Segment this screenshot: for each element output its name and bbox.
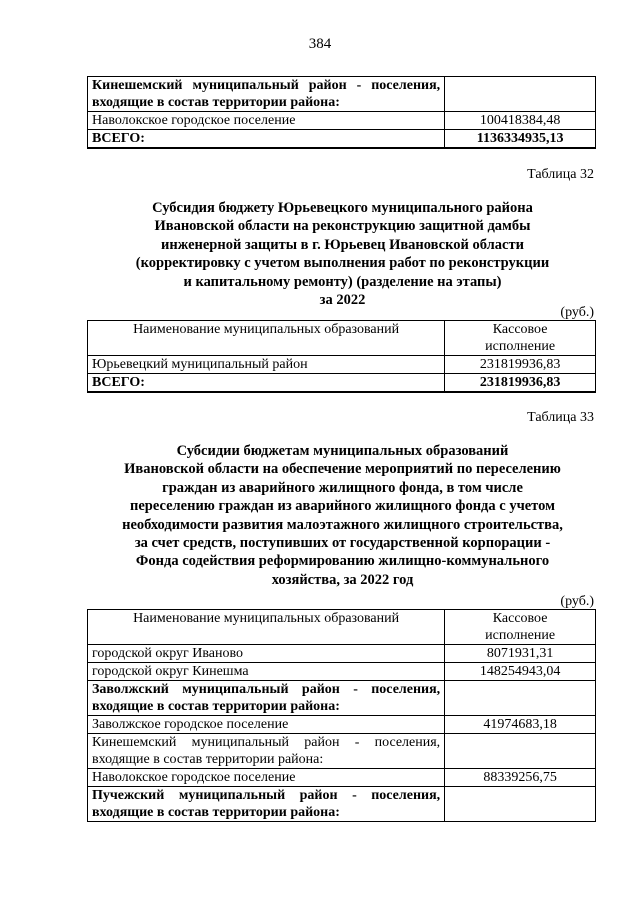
header-line: исполнение [485, 628, 556, 643]
row-value: 88339256,75 [445, 769, 596, 787]
page-number: 384 [308, 36, 332, 52]
header-line: исполнение [485, 339, 556, 354]
table32-label: Таблица 32 [527, 167, 594, 182]
title-line: Субсидия бюджету Юрьевецкого муниципального района [152, 200, 533, 216]
table-row-group [88, 787, 596, 822]
table32-unit: (руб.) [560, 305, 594, 320]
row-name: ВСЕГО: [88, 374, 445, 393]
row-value: 100418384,48 [445, 112, 596, 130]
table-row [88, 77, 596, 112]
header-col-name: Наименование муниципальных образований [88, 610, 445, 645]
row-value [445, 734, 596, 769]
row-name [88, 681, 445, 716]
title-line: (корректировку с учетом выполнения работ по реконструкции [135, 255, 550, 272]
row-value: 8071931,31 [445, 645, 596, 663]
table-row-total [88, 130, 596, 149]
row-name [88, 77, 445, 112]
row-value: 231819936,83 [445, 356, 596, 374]
header-col-value [445, 610, 596, 645]
table-row [88, 645, 596, 663]
row-name-line: Кинешемский муниципальный район - поселения, [92, 735, 441, 750]
title-line: и капитальному ремонту) (разделение на этапы) [183, 273, 502, 290]
row-name: городской округ Кинешма [88, 663, 445, 681]
title-line: граждан из аварийного жилищного фонда, в том числе [162, 479, 523, 496]
table33 [87, 609, 596, 822]
table-row [88, 716, 596, 734]
row-name-line: входящие в состав территории района: [92, 699, 340, 714]
title-line: Ивановской области на обеспечение мероприятий по переселению [124, 461, 561, 478]
table-row [88, 663, 596, 681]
row-name [88, 734, 445, 769]
row-value [445, 681, 596, 716]
title-line: переселению граждан из аварийного жилищного фонда с учетом [130, 498, 555, 515]
row-name: Наволокское городское поселение [88, 769, 445, 787]
title-line: за счет средств, поступивших от государственной корпорации - [134, 535, 551, 552]
row-value [445, 787, 596, 822]
row-value: 1136334935,13 [445, 130, 596, 149]
row-name-line: Заволжский муниципальный район - поселения, [92, 682, 441, 697]
table-row-total [88, 374, 596, 393]
row-name: Заволжское городское поселение [88, 716, 445, 734]
row-name: городской округ Иваново [88, 645, 445, 663]
row-name-line: входящие в состав территории района: [92, 752, 324, 767]
table-header [88, 610, 596, 645]
title-line: инженерной защиты в г. Юрьевец Ивановской области [161, 236, 524, 253]
table-row [88, 112, 596, 130]
row-name-line: Кинешемский муниципальный район - поселения, [92, 78, 441, 93]
table-row-group [88, 681, 596, 716]
table32-title [0, 199, 640, 309]
row-name: Юрьевецкий муниципальный район [88, 356, 445, 374]
row-name: Наволокское городское поселение [88, 112, 445, 130]
title-line: за 2022 [319, 292, 366, 309]
table-top [87, 76, 596, 149]
header-line: Кассовое [492, 322, 548, 337]
row-name-line: входящие в состав территории района: [92, 805, 340, 820]
title-line: Ивановской области на реконструкцию защитной дамбы [154, 218, 531, 235]
row-name-line: Пучежский муниципальный район - поселения, [92, 788, 441, 803]
title-line: Фонда содействия реформированию жилищно-коммунального [135, 553, 550, 570]
table-row [88, 769, 596, 787]
table33-title [0, 442, 640, 589]
row-name: ВСЕГО: [88, 130, 445, 149]
row-value: 231819936,83 [445, 374, 596, 393]
header-col-value [445, 321, 596, 356]
table-row [88, 356, 596, 374]
row-value [445, 77, 596, 112]
table33-label: Таблица 33 [527, 410, 594, 425]
row-name [88, 787, 445, 822]
header-col-name: Наименование муниципальных образований [88, 321, 445, 356]
title-line: необходимости развития малоэтажного жилищного строительства, [122, 516, 563, 533]
row-value: 148254943,04 [445, 663, 596, 681]
table-header [88, 321, 596, 356]
table33-unit: (руб.) [560, 594, 594, 609]
title-line: хозяйства, за 2022 год [271, 571, 414, 588]
table32 [87, 320, 596, 393]
table-row-group [88, 734, 596, 769]
header-line: Кассовое [492, 611, 548, 626]
row-name-line: входящие в состав территории района: [92, 95, 340, 110]
row-value: 41974683,18 [445, 716, 596, 734]
title-line: Субсидии бюджетам муниципальных образований [176, 443, 509, 459]
